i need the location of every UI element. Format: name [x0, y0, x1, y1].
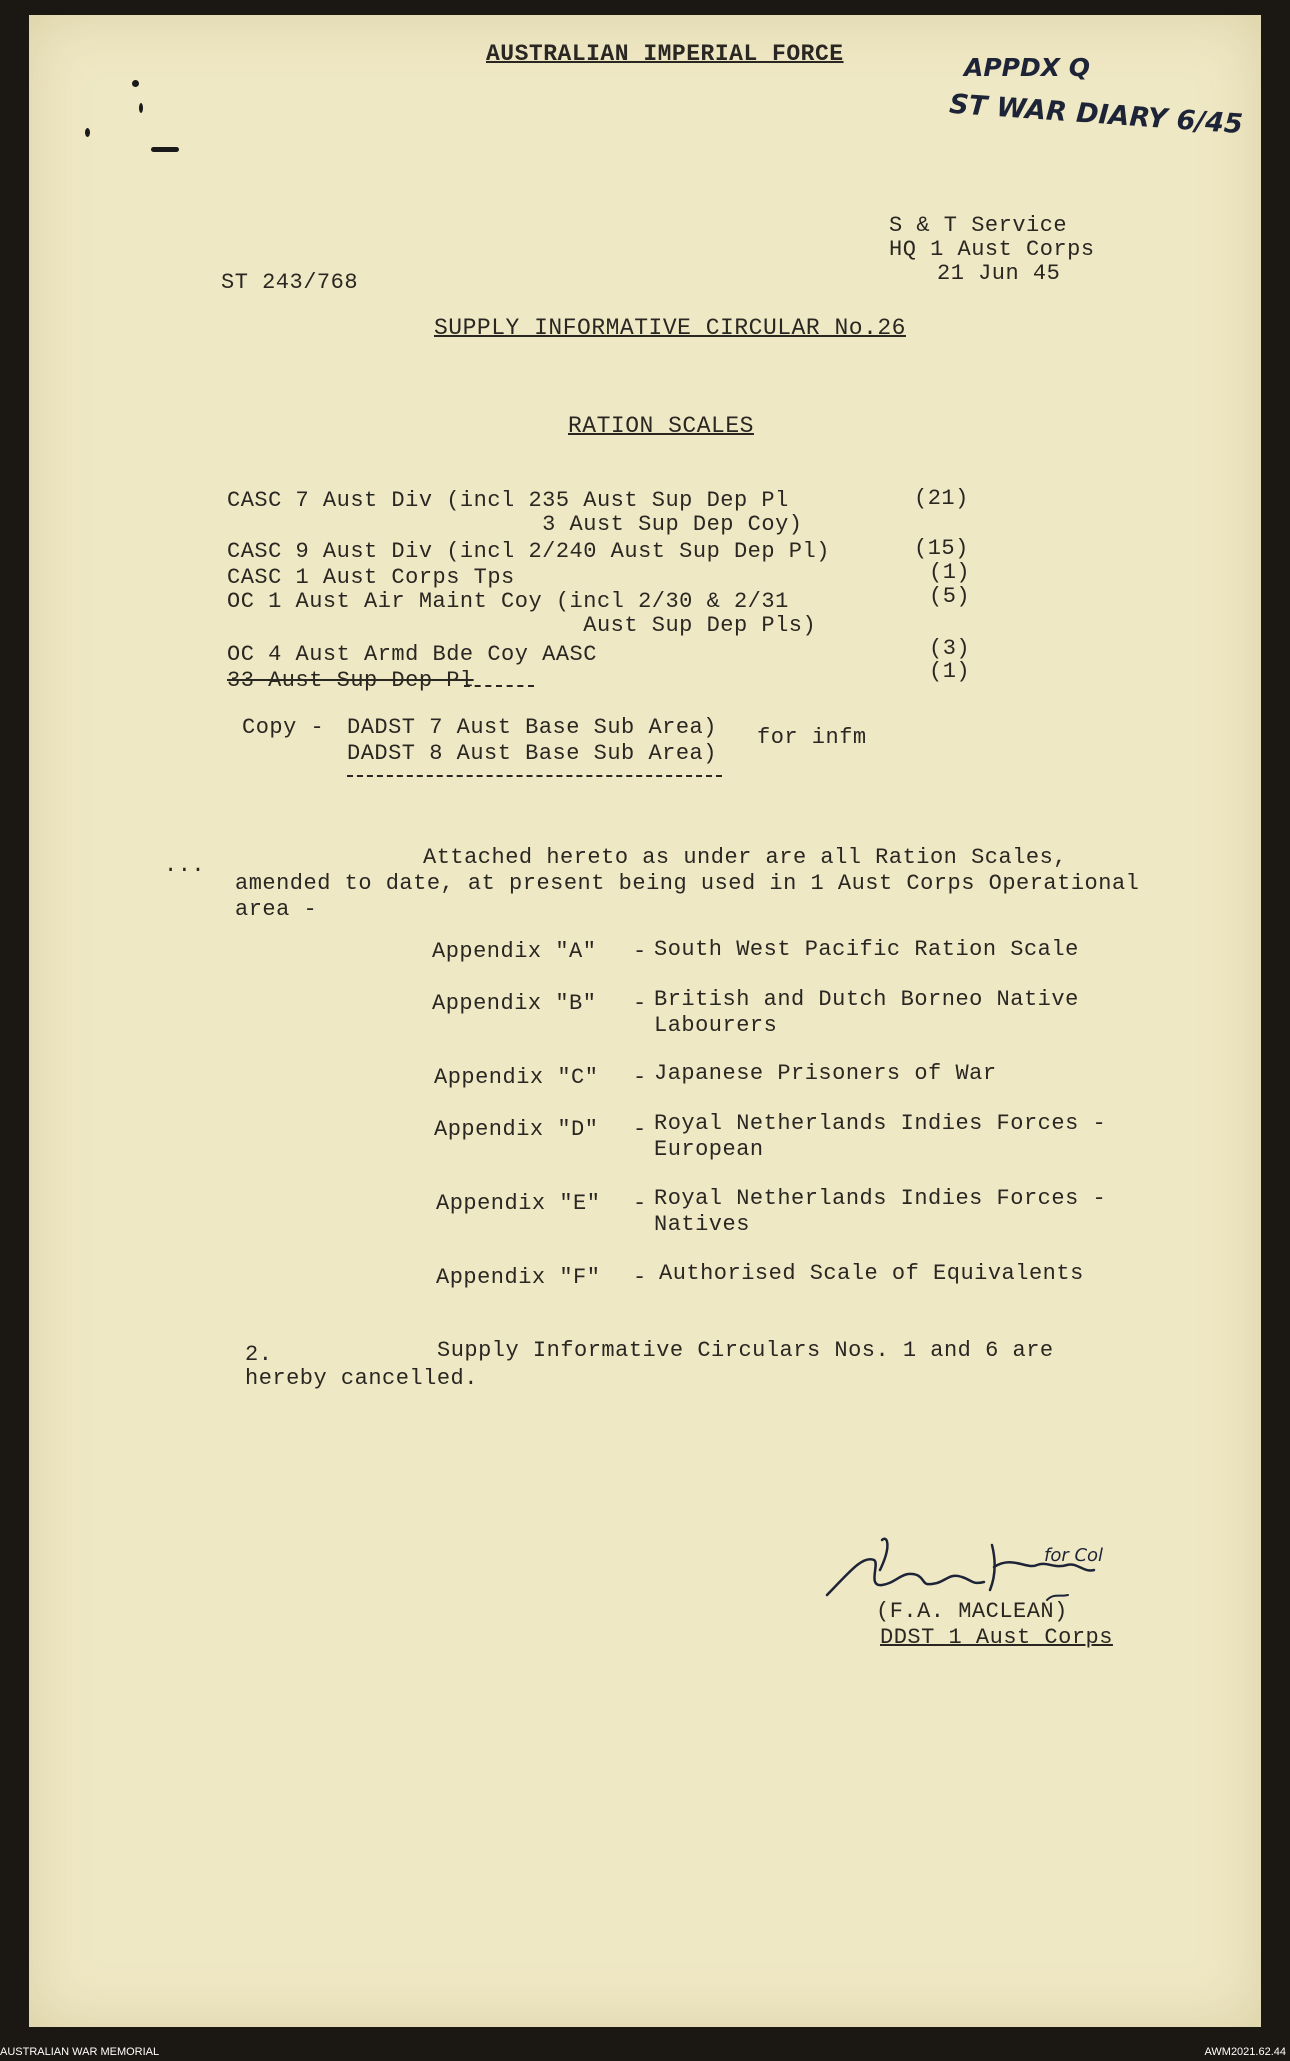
- signatory-name: (F.A. MACLEAN): [876, 1599, 1068, 1624]
- signature-rank-note: for Col: [1044, 1545, 1104, 1566]
- distribution-count: (5): [929, 584, 971, 609]
- copy-note: for infm: [757, 725, 867, 750]
- ink-mark: [139, 103, 143, 113]
- dashed-rule: [347, 775, 722, 777]
- appendix-label: Appendix "F": [436, 1265, 601, 1290]
- signatory-title: DDST 1 Aust Corps: [880, 1625, 1113, 1650]
- paragraph-2-number: 2.: [245, 1342, 273, 1367]
- distribution-line: CASC 7 Aust Div (incl 235 Aust Sup Dep Pl: [227, 488, 789, 513]
- appendix-description: Royal Netherlands Indies Forces -: [654, 1186, 1107, 1211]
- footer-institution: AUSTRALIAN WAR MEMORIAL: [0, 2046, 160, 2058]
- force-heading: AUSTRALIAN IMPERIAL FORCE: [486, 41, 844, 67]
- appendix-label: Appendix "D": [434, 1117, 599, 1142]
- dashed-rule: [464, 685, 534, 687]
- paragraph-1-line: amended to date, at present being used in 1 Aust Corps Operational: [235, 871, 1140, 896]
- distribution-count: (3): [929, 636, 971, 661]
- appendix-dash: -: [633, 1265, 647, 1290]
- appendix-dash: -: [633, 991, 647, 1016]
- ink-mark: [85, 128, 90, 137]
- ink-mark: [151, 147, 179, 152]
- appendix-dash: -: [633, 1065, 647, 1090]
- distribution-line: OC 1 Aust Air Maint Coy (incl 2/30 & 2/31: [227, 589, 789, 614]
- distribution-line: CASC 1 Aust Corps Tps: [227, 565, 515, 590]
- appendix-description: British and Dutch Borneo Native: [654, 987, 1079, 1012]
- ink-mark: [132, 80, 139, 87]
- archive-annotation-line1: APPDX Q: [964, 53, 1090, 82]
- paragraph-marker: ...: [164, 853, 206, 878]
- paragraph-1-line: area -: [235, 897, 318, 922]
- paragraph-2-line: Supply Informative Circulars Nos. 1 and 6 are: [437, 1338, 1054, 1363]
- copy-label: Copy -: [242, 715, 325, 740]
- distribution-count: (15): [914, 536, 969, 561]
- appendix-dash: -: [633, 1191, 647, 1216]
- distribution-line: 3 Aust Sup Dep Coy): [227, 512, 803, 537]
- archive-annotation-line2: ST WAR DIARY 6/45: [948, 88, 1244, 141]
- appendix-dash: -: [633, 1117, 647, 1142]
- appendix-description: Natives: [654, 1212, 750, 1237]
- circular-title: SUPPLY INFORMATIVE CIRCULAR No.26: [434, 315, 906, 341]
- appendix-label: Appendix "E": [436, 1191, 601, 1216]
- appendix-description: South West Pacific Ration Scale: [654, 937, 1079, 962]
- distribution-line: Aust Sup Dep Pls): [227, 613, 817, 638]
- paragraph-1-line: Attached hereto as under are all Ration Scales,: [423, 845, 1068, 870]
- document-page: [29, 15, 1261, 2027]
- distribution-count: (21): [914, 486, 969, 511]
- appendix-description: European: [654, 1137, 764, 1162]
- appendix-dash: -: [633, 939, 647, 964]
- appendix-description: Japanese Prisoners of War: [654, 1061, 997, 1086]
- appendix-description: Authorised Scale of Equivalents: [659, 1261, 1084, 1286]
- copy-line-1: DADST 7 Aust Base Sub Area): [347, 715, 717, 740]
- distribution-count: (1): [929, 659, 971, 684]
- sender-line-3: 21 Jun 45: [937, 261, 1061, 286]
- sender-line-2: HQ 1 Aust Corps: [889, 237, 1095, 262]
- section-title: RATION SCALES: [568, 413, 754, 439]
- appendix-label: Appendix "B": [432, 991, 597, 1016]
- reference-number: ST 243/768: [221, 270, 359, 295]
- appendix-description: Royal Netherlands Indies Forces -: [654, 1111, 1107, 1136]
- appendix-description: Labourers: [654, 1013, 778, 1038]
- copy-line-2: DADST 8 Aust Base Sub Area): [347, 741, 717, 766]
- distribution-line: 33 Aust Sup Dep Pl: [227, 668, 474, 693]
- sender-line-1: S & T Service: [889, 213, 1068, 238]
- appendix-label: Appendix "A": [432, 939, 597, 964]
- appendix-label: Appendix "C": [434, 1065, 599, 1090]
- footer-accession: AWM2021.62.44: [1204, 2046, 1286, 2058]
- distribution-line: CASC 9 Aust Div (incl 2/240 Aust Sup Dep Pl): [227, 539, 830, 564]
- distribution-line: OC 4 Aust Armd Bde Coy AASC: [227, 642, 597, 667]
- distribution-count: (1): [929, 560, 971, 585]
- paragraph-2-line: hereby cancelled.: [245, 1366, 478, 1391]
